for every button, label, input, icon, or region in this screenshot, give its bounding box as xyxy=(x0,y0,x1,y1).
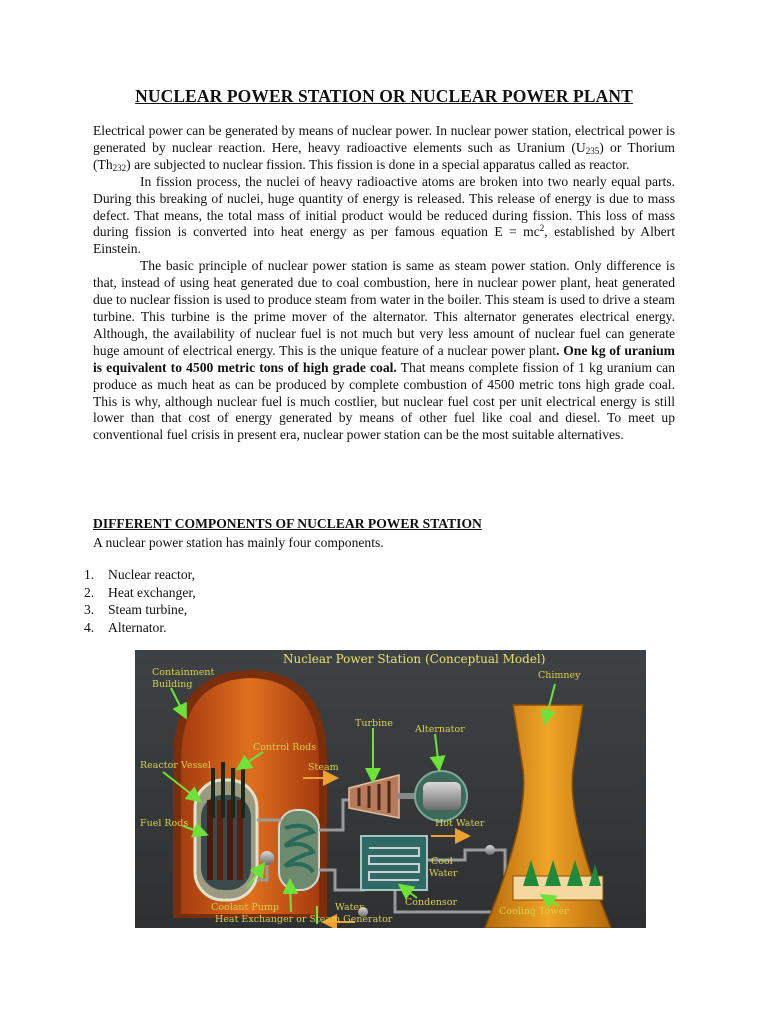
label-water: Water xyxy=(335,902,364,913)
label-cool: Cool xyxy=(431,856,453,867)
label-condensor: Condensor xyxy=(405,897,458,908)
list-text: Nuclear reactor, xyxy=(108,567,195,582)
list-item xyxy=(84,619,196,637)
label-cool-water: Water xyxy=(429,868,458,879)
list-text: Heat exchanger, xyxy=(108,584,196,600)
coolant-pump xyxy=(260,851,274,865)
label-hot-water: Hot Water xyxy=(435,818,485,829)
diagram-title: Nuclear Power Station (Conceptual Model) xyxy=(283,652,546,666)
label-chimney: Chimney xyxy=(538,670,581,681)
list-number: 3. xyxy=(84,602,95,618)
label-reactor-vessel: Reactor Vessel xyxy=(140,760,211,771)
label-heat-exchanger: Heat Exchanger or Steam Generator xyxy=(215,914,393,925)
components-list xyxy=(84,566,196,636)
label-control-rods: Control Rods xyxy=(253,742,317,753)
uranium-subscript: 235 xyxy=(585,145,600,156)
label-fuel-rods: Fuel Rods xyxy=(140,818,189,829)
paragraph-1 xyxy=(93,123,675,174)
nuclear-plant-diagram xyxy=(135,650,646,928)
label-steam: Steam xyxy=(308,762,339,773)
list-number: 4. xyxy=(84,619,95,635)
diagram-svg xyxy=(135,650,646,928)
list-number: 2. xyxy=(84,584,95,600)
page-title: NUCLEAR POWER STATION OR NUCLEAR POWER PLANT xyxy=(135,86,633,106)
list-text: Alternator. xyxy=(108,619,167,635)
label-containment: Containment xyxy=(152,667,215,678)
paragraph-1-text-b: ) or Thorium (Th xyxy=(93,139,675,172)
paragraph-3 xyxy=(93,258,675,444)
list-text: Steam turbine, xyxy=(108,602,188,618)
list-number: 1. xyxy=(84,567,95,582)
paragraph-3-text-b: That means complete fission of 1 kg uranium can produce as much heat as can be produced by complete combustion of 4500 metric tons high grade coal. This is why, although nuclear fuel is much costlier, but nuclear fuel cost per unit electrical energy is still lower than that cost of energy generated by means of other fuel like coal and diesel. To meet up conventional fuel crisis in present era, nuclear power station can be the most suitable alternatives. xyxy=(93,359,675,443)
paragraph-2-text-a: In fission process, the nuclei of heavy radioactive atoms are broken into two nearly equal parts. During this breaking of nuclei, huge quantity of energy is released. This release of energy is due to mass defect. That means, the total mass of initial product would be reduced during fission. This loss of mass during fission is converted into heat energy as per famous equation E = mc xyxy=(93,173,675,240)
label-cooling-tower: Cooling Tower xyxy=(499,906,569,917)
paragraph-2 xyxy=(93,174,675,259)
label-coolant-pump: Coolant Pump xyxy=(211,902,279,913)
alternator-core xyxy=(423,782,461,810)
label-building: Building xyxy=(152,679,193,690)
paragraph-3-text-a: The basic principle of nuclear power station is same as steam power station. Only difference is that, instead of using heat generated due to coal combustion, here in nuclear power plant, heat generated due to nuclear fission is used to produce steam from water in the boiler. This steam is used to drive a steam turbine. This turbine is the prime mover of the alternator. This alternator generates electrical energy. Although, the availability of nuclear fuel is not much but very less amount of nuclear fuel can generate huge amount of electrical energy. This is the unique feature of a nuclear power plant xyxy=(93,258,675,358)
list-item xyxy=(84,566,196,584)
label-alternator: Alternator xyxy=(415,724,465,735)
paragraph-3-bold: . One kg of uranium is equivalent to 4500 metric tons of high grade coal. xyxy=(93,342,675,375)
section-intro: A nuclear power station has mainly four components. xyxy=(93,535,384,550)
cooling-pump xyxy=(485,845,495,855)
equation-superscript: 2 xyxy=(539,223,545,234)
paragraph-2-text-b: , established by Albert Einstein. xyxy=(93,224,675,257)
label-turbine: Turbine xyxy=(355,718,393,729)
thorium-subscript: 232 xyxy=(112,162,127,173)
section-heading: DIFFERENT COMPONENTS OF NUCLEAR POWER STATION xyxy=(93,516,482,531)
paragraph-1-text-a: Electrical power can be generated by means of nuclear power. In nuclear power station, electrical power is generated by nuclear reaction. Here, heavy radioactive elements such as Uranium (U xyxy=(93,123,675,155)
list-item xyxy=(84,601,196,619)
body-text xyxy=(93,123,675,444)
paragraph-1-text-c: ) are subjected to nuclear fission. This fission is done in a special apparatus called as reactor. xyxy=(126,156,630,172)
list-item xyxy=(84,584,196,602)
